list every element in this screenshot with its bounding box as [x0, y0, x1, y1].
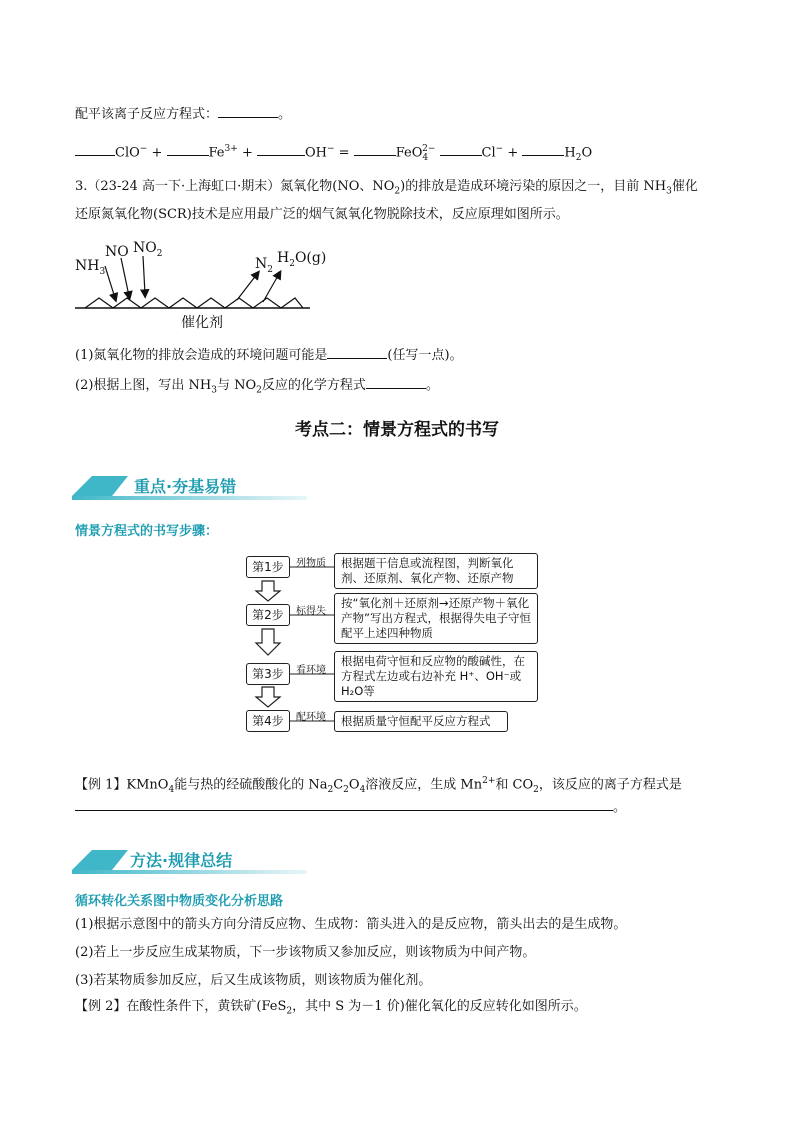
banner-key-points: 重点·夯基易错 [72, 472, 307, 500]
steps-heading: 情景方程式的书写步骤： [75, 524, 219, 539]
coef-blank-5[interactable] [440, 143, 482, 156]
coef-blank-4[interactable] [354, 143, 396, 156]
down-arrow-icon [256, 687, 280, 707]
label-nh3: $NH_3$ [75, 258, 106, 277]
step-3-label: 看环境 [296, 665, 326, 676]
steps-flowchart [246, 553, 546, 738]
label-catalyst: 催化剂 [181, 315, 223, 331]
answer-blank-p1[interactable] [327, 346, 387, 359]
arrow-h2o [263, 274, 279, 302]
method-item-2: (2)若上一步反应生成某物质，下一步该物质又参加反应，则该物质为中间产物。 [75, 945, 536, 960]
section-title: 考点二：情景方程式的书写 [295, 420, 499, 440]
step-1-text: 根据题干信息或流程图，判断氧化剂、还原剂、氧化产物、还原产物 [334, 553, 538, 589]
step-3: 第3步 [246, 663, 290, 685]
q3-part2: (2)根据上图，写出 $NH_3$与 $NO_2$反应的化学方程式 。 [75, 378, 439, 396]
step-4-label: 配环境 [296, 712, 326, 723]
method-item-1: (1)根据示意图中的箭头方向分清反应物、生成物：箭头进入的是反应物，箭头出去的是生成物。 [75, 917, 627, 932]
step-1: 第1步 [246, 556, 290, 578]
answer-blank-p2[interactable] [366, 376, 426, 389]
down-arrow-icon [256, 581, 280, 601]
banner-method: 方法·规律总结 [72, 846, 307, 874]
down-arrow-icon [256, 629, 280, 655]
step-2-label: 标得失 [296, 606, 326, 617]
answer-blank[interactable] [218, 105, 278, 118]
example-1: 【例 1】KMnO$_4$能与热的经硫酸酸化的 $Na_2C_2O_4$溶液反应，生成 $Mn^{2+}$和 $CO_2$，该反应的离子方程式是 [75, 776, 682, 795]
method-item-3: (3)若某物质参加反应，后又生成该物质，则该物质为催化剂。 [75, 973, 432, 988]
step-2-text: 按“氧化剂＋还原剂→还原产物＋氧化产物”写出方程式，根据得失电子守恒配平上述四种物质 [334, 593, 538, 644]
arrow-no [121, 258, 129, 296]
label-no2: $NO_2$ [133, 240, 163, 259]
arrow-no2 [143, 256, 145, 294]
catalyst-teeth [85, 298, 303, 308]
q3-line1: 3.（23-24 高一下·上海虹口·期末）氮氧化物(NO、$NO_2$)的排放是造成环境污染的原因之一，目前 $NH_3$催化 [75, 179, 698, 197]
instruction-line: 配平该离子反应方程式： 。 [75, 107, 292, 122]
arrow-nh3 [105, 266, 115, 298]
step-4: 第4步 [246, 710, 290, 732]
answer-blank-ex1[interactable] [75, 798, 613, 811]
coef-blank-6[interactable] [522, 143, 564, 156]
arrow-n2 [237, 274, 257, 300]
example-1-answer: 。 [75, 798, 626, 817]
step-1-label: 列物质 [296, 558, 326, 569]
label-n2: $N_2$ [255, 256, 273, 275]
equation-line: $ClO^- + Fe^{3+} + OH^- = FeO_4^{2-}$ $Cl^- + H_2O$ [75, 140, 592, 167]
coef-blank-3[interactable] [257, 143, 305, 156]
method-heading: 循环转化关系图中物质变化分析思路 [75, 894, 284, 909]
q3-part1: (1)氮氧化物的排放会造成的环境问题可能是 (任写一点)。 [75, 348, 463, 363]
q3-line2: 还原氮氧化物(SCR)技术是应用最广泛的烟气氮氧化物脱除技术，反应原理如图所示。 [75, 207, 569, 222]
coef-blank-1[interactable] [75, 143, 115, 156]
coef-blank-2[interactable] [167, 143, 209, 156]
step-2: 第2步 [246, 604, 290, 626]
scr-diagram [75, 238, 327, 333]
step-3-text: 根据电荷守恒和反应物的酸碱性，在方程式左边或右边补充 H⁺、OH⁻或H₂O等 [334, 651, 538, 702]
label-h2o: $H_2O(g)$ [277, 250, 327, 269]
step-4-text: 根据质量守恒配平反应方程式 [334, 711, 508, 732]
example-2: 【例 2】在酸性条件下，黄铁矿(FeS$_2$，其中 S 为－1 价)催化氧化的反应转化如图所示。 [75, 999, 587, 1017]
label-no: NO [105, 244, 129, 260]
